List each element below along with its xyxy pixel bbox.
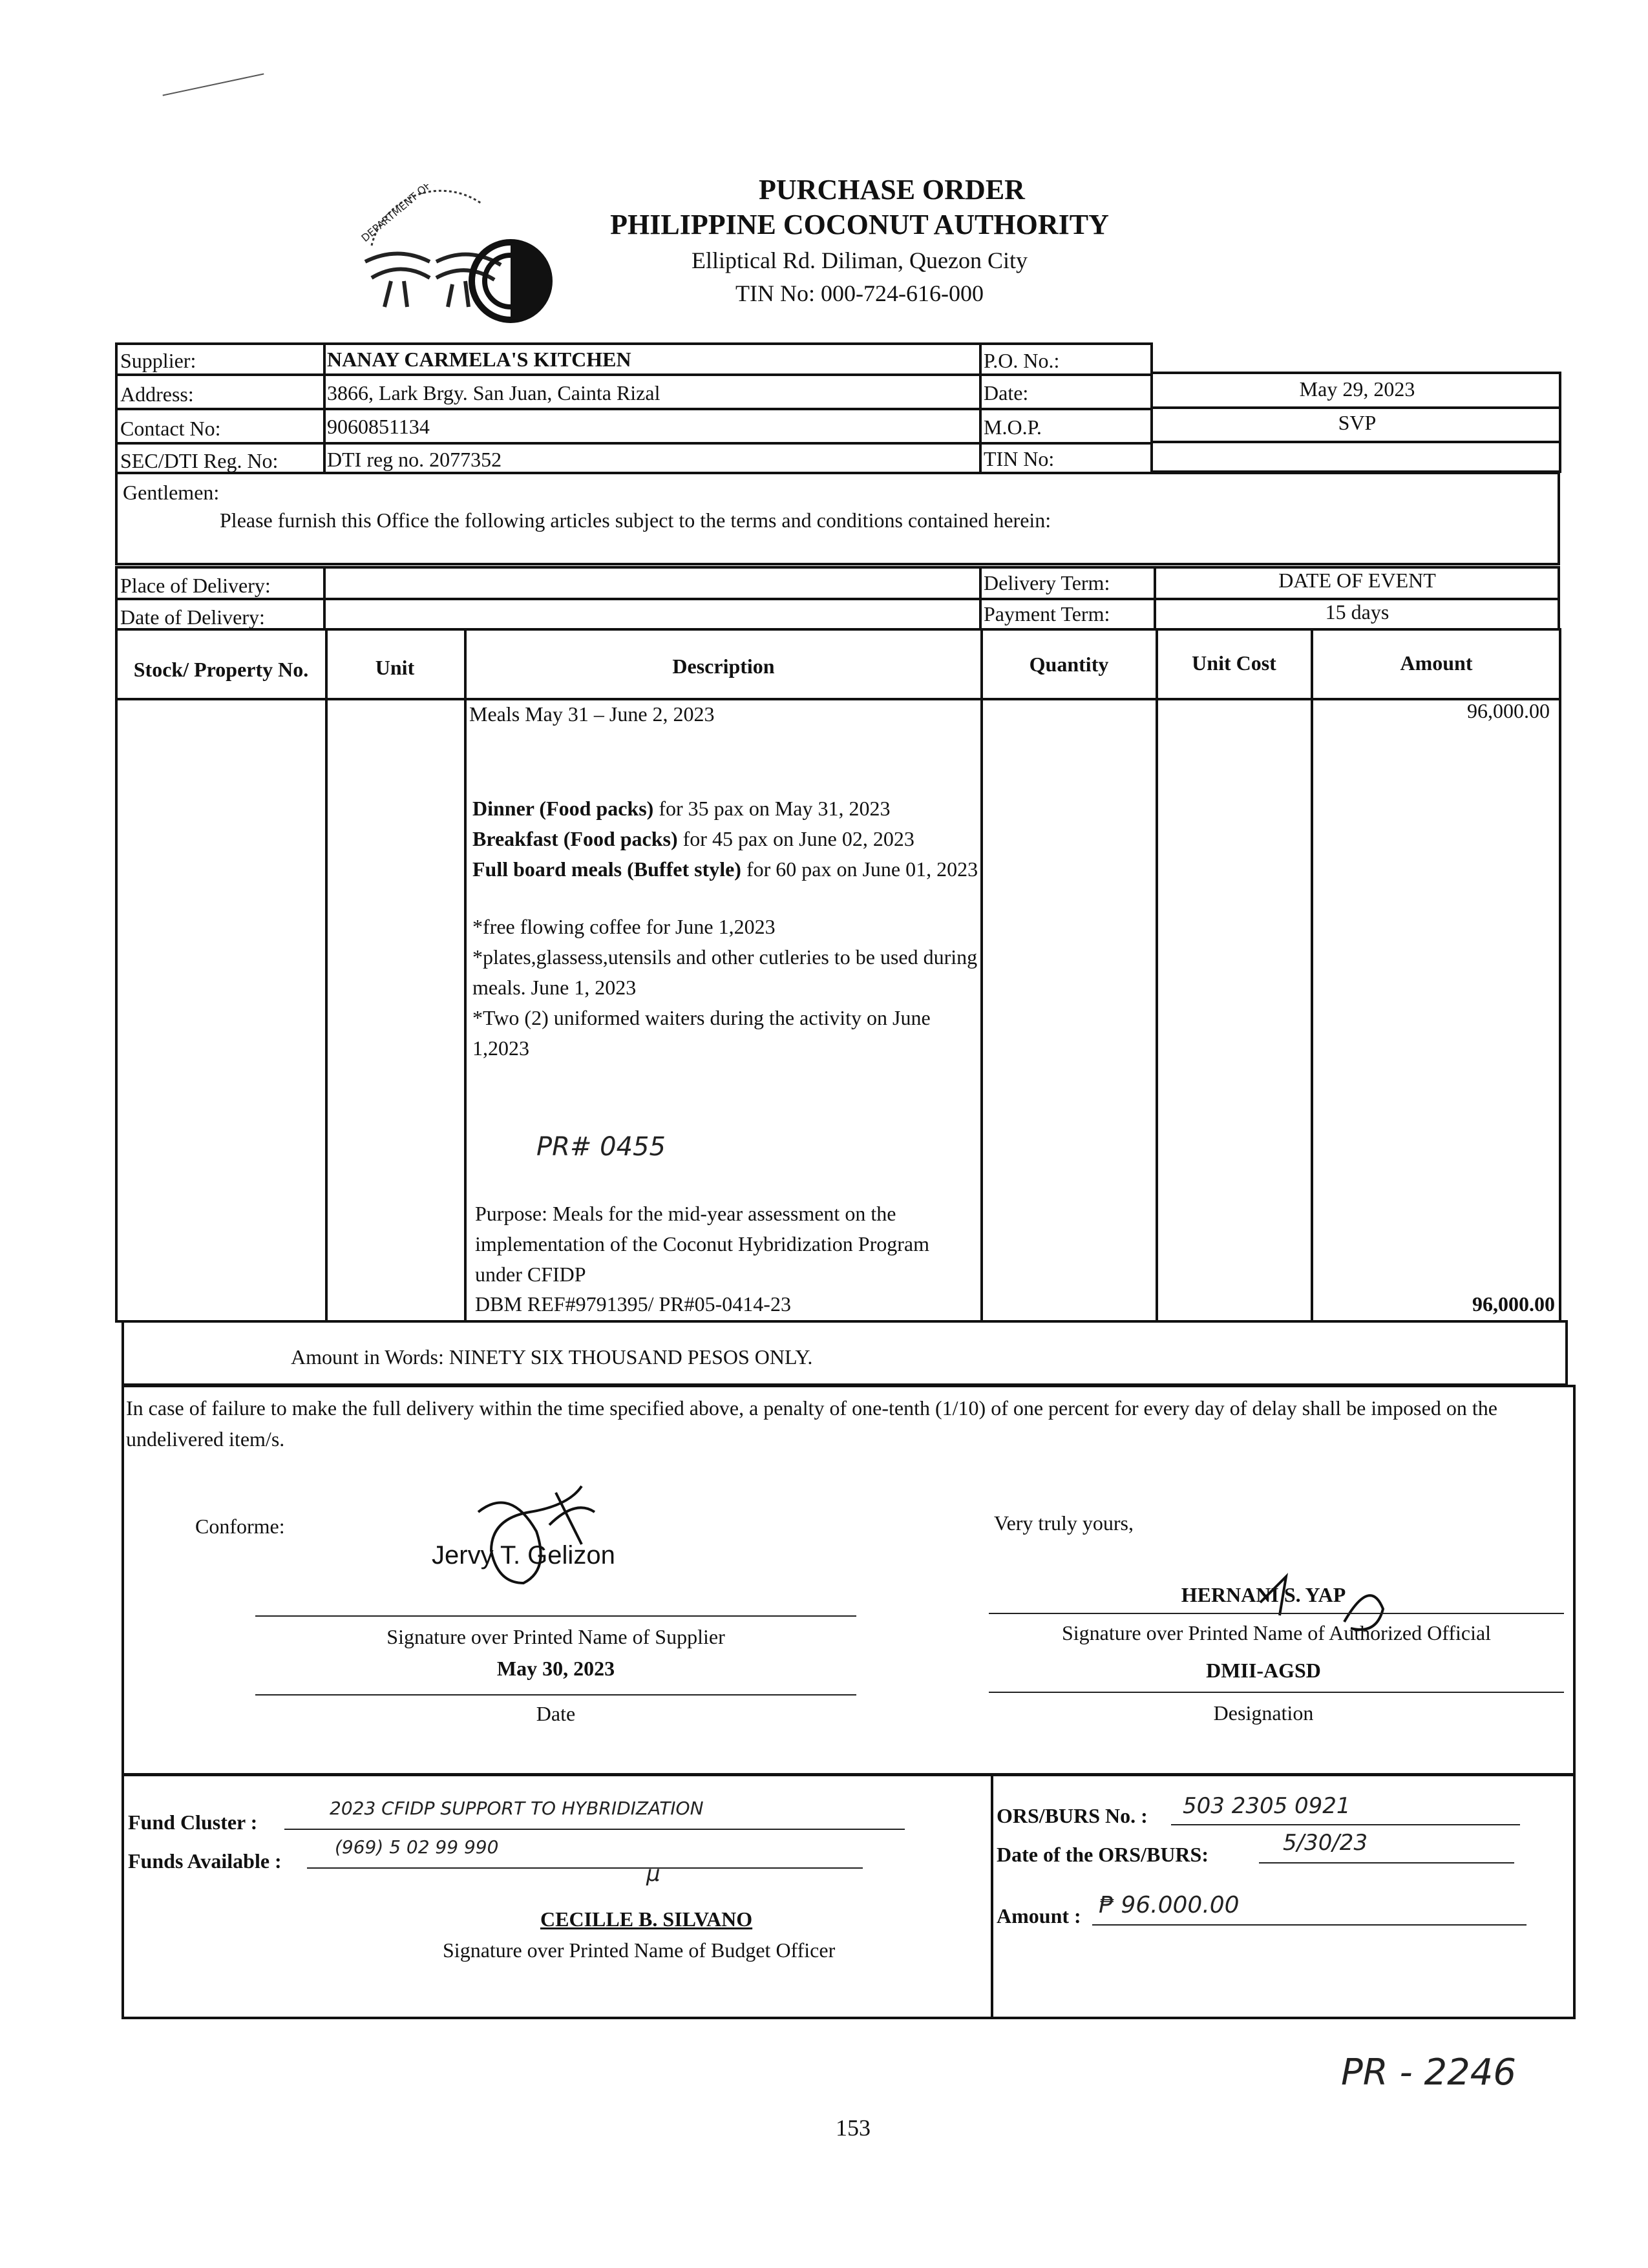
item-amount: 96,000.00 (1467, 699, 1550, 722)
address-label: Address: (120, 383, 194, 406)
funds-available-value: (969) 5 02 99 990 (335, 1836, 499, 1858)
closing-text: Very truly yours, (994, 1511, 1134, 1535)
payment-term-label: Payment Term: (984, 602, 1110, 625)
tin-label: TIN No: (984, 447, 1055, 470)
ors-date-value: 5/30/23 (1283, 1830, 1368, 1856)
col-header-description: Description (672, 655, 775, 678)
item-description-title: Meals May 31 – June 2, 2023 (469, 702, 715, 726)
date-label: Date: (984, 381, 1029, 404)
note-coffee: *free flowing coffee for June 1,2023 (472, 915, 776, 938)
fullboard-line: Full board meals (Buffet style) for 60 pax on June 01, 2023 (472, 857, 978, 881)
contact-label: Contact No: (120, 417, 221, 440)
supplier-signature (452, 1473, 633, 1590)
fund-cluster-label: Fund Cluster : (128, 1811, 258, 1834)
breakfast-line: Breakfast (Food packs) for 45 pax on June 02, 2023 (472, 827, 914, 850)
amount-in-words: Amount in Words: NINETY SIX THOUSAND PESOS ONLY. (291, 1345, 813, 1369)
mop-value: SVP (1338, 411, 1377, 434)
official-designation: DMII-AGSD (1206, 1659, 1321, 1682)
item-description-body (472, 793, 980, 1064)
designation-caption: Designation (1213, 1701, 1314, 1725)
supplier-label: Supplier: (120, 349, 196, 372)
handwritten-pr-number: PR# 0455 (536, 1132, 666, 1162)
reg-label: SEC/DTI Reg. No: (120, 449, 279, 472)
dinner-line: Dinner (Food packs) for 35 pax on May 31, 2023 (472, 797, 891, 820)
page-number: 153 (836, 2115, 871, 2141)
address-value: 3866, Lark Brgy. San Juan, Cainta Rizal (327, 381, 660, 404)
fund-cluster-value: 2023 CFIDP SUPPORT TO HYBRIDIZATION (330, 1798, 704, 1819)
ors-no-value: 503 2305 0921 (1183, 1793, 1351, 1819)
signature-scribble-icon (452, 1473, 633, 1590)
intro-text: Please furnish this Office the following articles subject to the terms and conditions contained herein: (220, 509, 1051, 532)
ors-amount-label: Amount : (997, 1904, 1081, 1927)
funds-available-label: Funds Available : (128, 1849, 282, 1873)
budget-initials: μ (646, 1861, 660, 1887)
agency-address: Elliptical Rd. Diliman, Quezon City (692, 247, 1028, 273)
seal-text: DEPARTMENT OF AGRICULTURE (359, 184, 491, 245)
note-waiters: *Two (2) uniformed waiters during the activity on June 1,2023 (472, 1006, 931, 1060)
ors-amount-value: ₱ 96.000.00 (1099, 1892, 1240, 1918)
supplier-value: NANAY CARMELA'S KITCHEN (327, 348, 631, 371)
conforme-label: Conforme: (195, 1515, 285, 1538)
document-title: PURCHASE ORDER (759, 174, 1025, 205)
handwritten-reference: PR - 2246 (1341, 2052, 1517, 2094)
conforme-date-caption: Date (536, 1702, 576, 1725)
date-value: May 29, 2023 (1299, 377, 1415, 401)
ors-date-label: Date of the ORS/BURS: (997, 1843, 1209, 1866)
penalty-text: In case of failure to make the full delivery within the time specified above, a penalty of one-tenth (1/10) of one percent for every day of delay shall be imposed on the undelivered item/s. (126, 1396, 1497, 1451)
item-total: 96,000.00 (1472, 1292, 1555, 1316)
supplier-printed-name: Jervy T. Gelizon (432, 1541, 615, 1570)
col-header-unit-cost: Unit Cost (1192, 651, 1276, 675)
budget-officer-caption: Signature over Printed Name of Budget Officer (443, 1938, 836, 1962)
salutation: Gentlemen: (123, 481, 220, 504)
delivery-term-label: Delivery Term: (984, 571, 1110, 594)
po-no-label: P.O. No.: (984, 349, 1060, 372)
official-name: HERNANI S. YAP (1181, 1583, 1346, 1606)
place-of-delivery-label: Place of Delivery: (120, 574, 271, 597)
reg-value: DTI reg no. 2077352 (327, 448, 502, 471)
delivery-term-value: DATE OF EVENT (1278, 569, 1436, 592)
note-cutlery: *plates,glassess,utensils and other cutleries to be used during meals. June 1, 2023 (472, 945, 978, 999)
official-signature-caption: Signature over Printed Name of Authorized Official (1061, 1621, 1492, 1644)
agency-name: PHILIPPINE COCONUT AUTHORITY (610, 209, 1109, 240)
conforme-date: May 30, 2023 (496, 1657, 615, 1680)
col-header-unit: Unit (375, 656, 415, 679)
supplier-signature-caption: Signature over Printed Name of Supplier (386, 1625, 725, 1648)
budget-officer-name: CECILLE B. SILVANO (540, 1907, 753, 1931)
col-header-amount: Amount (1400, 651, 1473, 675)
payment-term-value: 15 days (1325, 600, 1389, 624)
agency-tin: TIN No: 000-724-616-000 (735, 280, 984, 306)
col-header-quantity: Quantity (1029, 653, 1109, 676)
scan-mark (163, 73, 264, 96)
dbm-ref: DBM REF#9791395/ PR#05-0414-23 (475, 1292, 791, 1316)
date-of-delivery-label: Date of Delivery: (120, 605, 265, 629)
contact-value: 9060851134 (327, 415, 430, 438)
ors-no-label: ORS/BURS No. : (997, 1804, 1148, 1827)
purpose-text: Purpose: Meals for the mid-year assessment on the implementation of the Coconut Hybridization Program under CFIDP (475, 1202, 929, 1286)
col-header-stock: Stock/ Property No. (133, 658, 309, 681)
mop-label: M.O.P. (984, 415, 1042, 439)
